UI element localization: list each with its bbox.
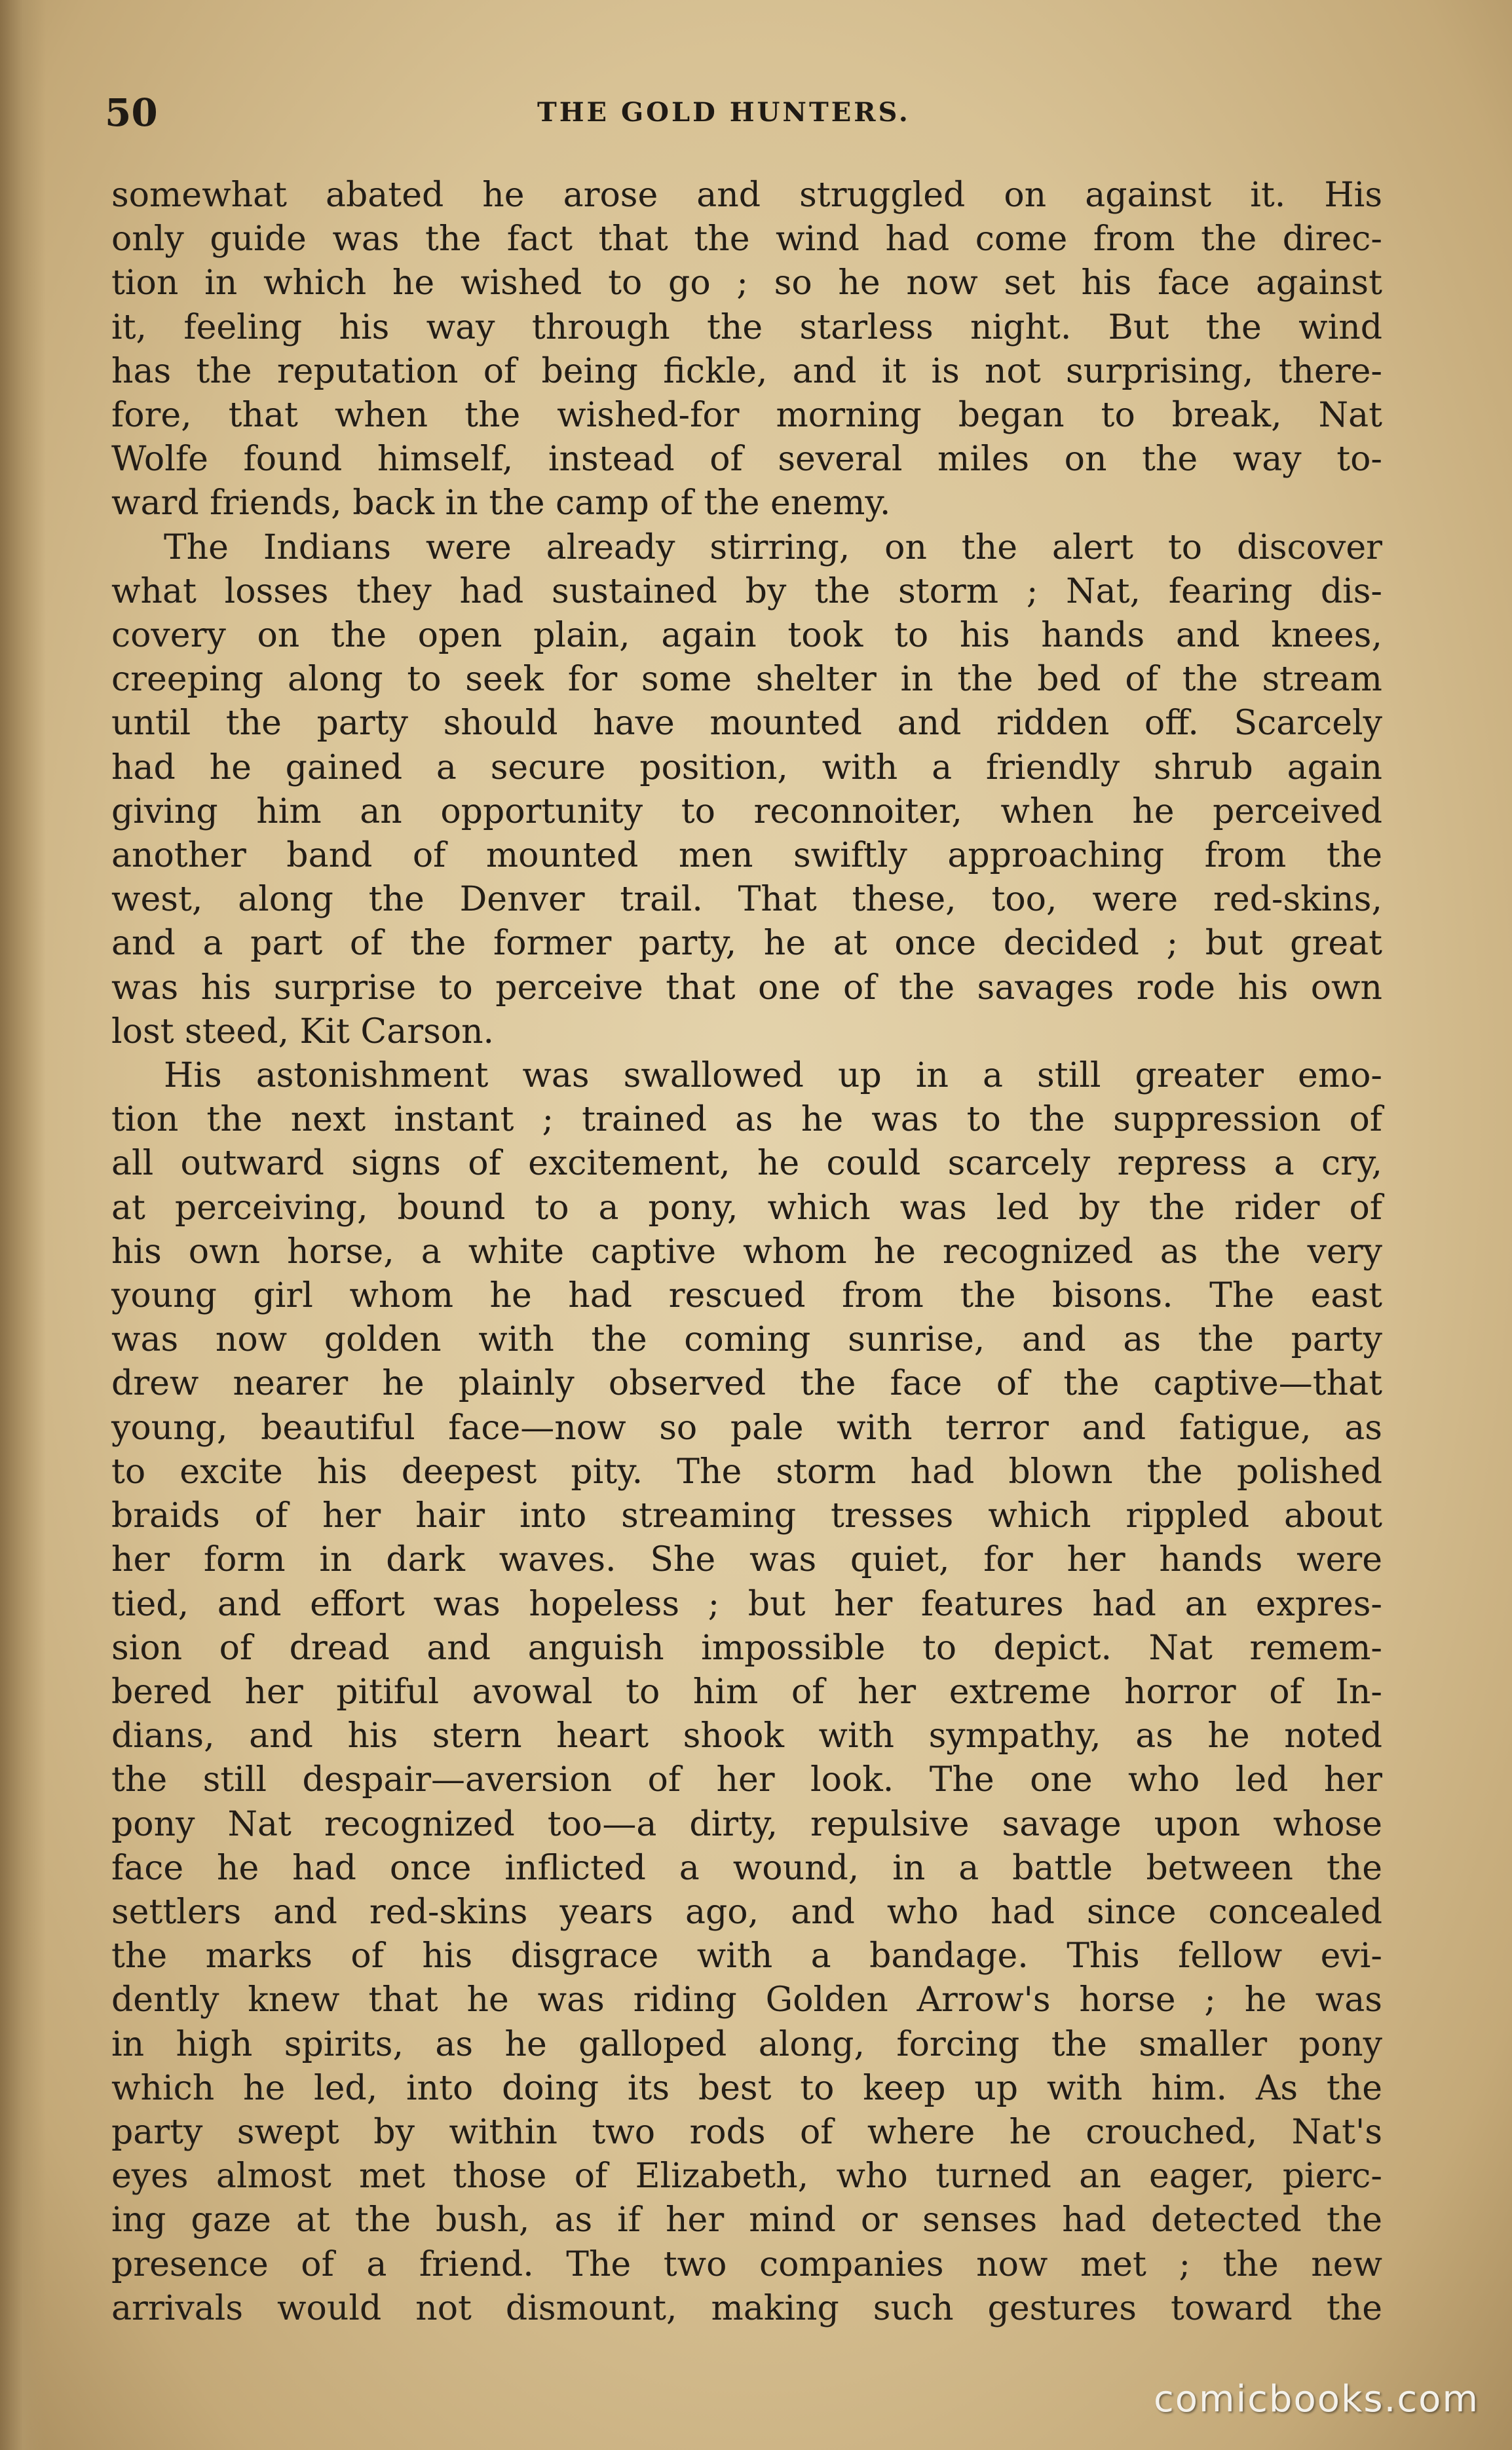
text-line: somewhat abated he arose and struggled on against it. His: [111, 176, 1382, 215]
text-line: bered her pitiful avowal to him of her extreme horror of In-: [111, 1672, 1382, 1712]
text-line: was now golden with the coming sunrise, and as the party: [111, 1320, 1382, 1360]
text-line: drew nearer he plainly observed the face of the captive—that: [111, 1364, 1382, 1404]
text-line: has the reputation of being fickle, and it is not surprising, there-: [111, 351, 1382, 391]
text-line: ing gaze at the bush, as if her mind or senses had detected the: [111, 2200, 1382, 2240]
text-line: braids of her hair into streaming tresses which rippled about: [111, 1496, 1382, 1536]
text-line: dently knew that he was riding Golden Arrow's horse ; he was: [111, 1980, 1382, 2020]
text-line: her form in dark waves. She was quiet, for her hands were: [111, 1540, 1382, 1580]
running-title: THE GOLD HUNTERS.: [537, 97, 911, 128]
text-line: ward friends, back in the camp of the enemy.: [111, 483, 891, 523]
text-line: in high spirits, as he galloped along, forcing the smaller pony: [111, 2024, 1382, 2064]
text-line: arrivals would not dismount, making such gestures toward the: [111, 2288, 1382, 2328]
text-line: tion in which he wished to go ; so he now set his face against: [111, 263, 1382, 303]
text-line: young girl whom he had rescued from the bisons. The east: [111, 1276, 1382, 1316]
text-line: had he gained a secure position, with a friendly shrub again: [111, 747, 1382, 787]
body-text: [111, 174, 1382, 2331]
paragraph: [111, 1054, 1382, 2331]
text-line: it, feeling his way through the starless night. But the wind: [111, 307, 1382, 347]
text-line: sion of dread and anguish impossible to depict. Nat remem-: [111, 1628, 1382, 1668]
text-line: giving him an opportunity to reconnoiter, when he perceived: [111, 791, 1382, 831]
text-line: west, along the Denver trail. That these, too, were red-skins,: [111, 880, 1382, 920]
text-line: only guide was the fact that the wind had come from the direc-: [111, 219, 1382, 259]
watermark-logo: comicbooks.com: [1153, 2378, 1479, 2421]
text-line: young, beautiful face—now so pale with terror and fatigue, as: [111, 1408, 1382, 1448]
text-line: what losses they had sustained by the storm ; Nat, fearing dis-: [111, 571, 1382, 611]
text-line: creeping along to seek for some shelter in the bed of the stream: [111, 660, 1382, 700]
text-line: was his surprise to perceive that one of the savages rode his own: [111, 968, 1382, 1008]
text-line: Wolfe found himself, instead of several miles on the way to-: [111, 440, 1382, 480]
text-line: pony Nat recognized too—a dirty, repulsive savage upon whose: [111, 1804, 1382, 1844]
text-line: all outward signs of excitement, he could scarcely repress a cry,: [111, 1144, 1382, 1184]
text-line: tied, and effort was hopeless ; but her features had an expres-: [111, 1584, 1382, 1624]
text-line: settlers and red-skins years ago, and who had since concealed: [111, 1892, 1382, 1932]
text-line: which he led, into doing its best to keep up with him. As the: [111, 2068, 1382, 2108]
text-line: the still despair—aversion of her look. The one who led her: [111, 1760, 1382, 1800]
text-line: dians, and his stern heart shook with sympathy, as he noted: [111, 1716, 1382, 1756]
text-line: party swept by within two rods of where he crouched, Nat's: [111, 2112, 1382, 2152]
text-line: presence of a friend. The two companies now met ; the new: [111, 2244, 1382, 2284]
text-line: His astonishment was swallowed up in a still greater emo-: [164, 1056, 1382, 1096]
text-line: to excite his deepest pity. The storm had blown the polished: [111, 1452, 1382, 1492]
text-line: until the party should have mounted and ridden off. Scarcely: [111, 704, 1382, 744]
paragraph: [111, 526, 1382, 1054]
paragraph: [111, 174, 1382, 526]
text-line: at perceiving, bound to a pony, which was led by the rider of: [111, 1188, 1382, 1228]
text-line: eyes almost met those of Elizabeth, who turned an eager, pierc-: [111, 2157, 1382, 2196]
text-line: lost steed, Kit Carson.: [111, 1011, 495, 1051]
text-line: another band of mounted men swiftly approaching from the: [111, 836, 1382, 876]
text-line: tion the next instant ; trained as he was to the suppression of: [111, 1100, 1382, 1140]
text-line: face he had once inflicted a wound, in a battle between the: [111, 1848, 1382, 1888]
text-line: fore, that when the wished-for morning began to break, Nat: [111, 396, 1382, 436]
text-line: The Indians were already stirring, on the alert to discover: [164, 527, 1382, 567]
page-binding-shadow: [0, 0, 46, 2450]
text-line: covery on the open plain, again took to his hands and knees,: [111, 616, 1382, 656]
text-line: and a part of the former party, he at once decided ; but great: [111, 924, 1382, 964]
page-number: 50: [105, 90, 158, 135]
text-line: his own horse, a white captive whom he recognized as the very: [111, 1232, 1382, 1272]
page-header: [105, 85, 1402, 138]
text-line: the marks of his disgrace with a bandage. This fellow evi-: [111, 1936, 1382, 1976]
